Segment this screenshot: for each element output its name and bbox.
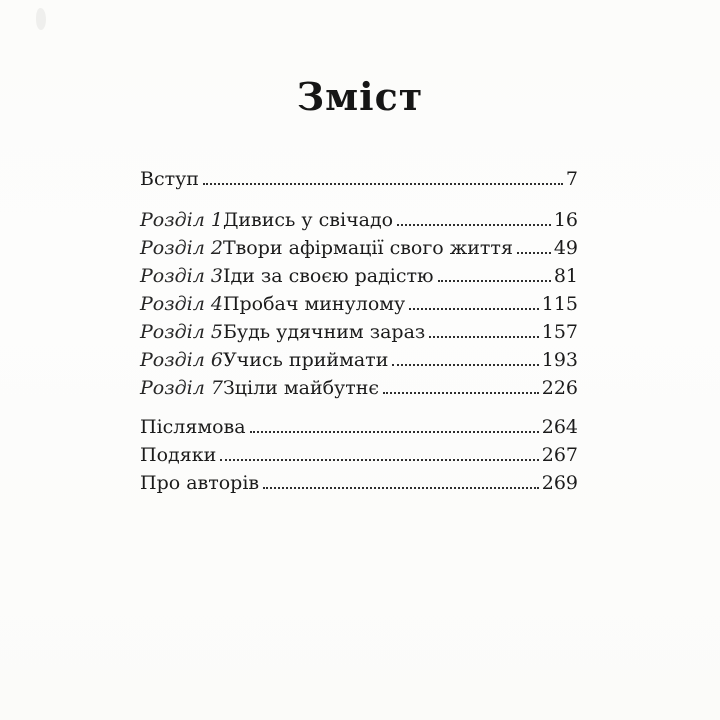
entry-label: Подяки (140, 444, 217, 466)
entry-page-number: 267 (541, 444, 578, 466)
entry-page-number: 269 (541, 472, 578, 494)
toc-entry-chapter (140, 377, 578, 400)
entry-label: Післямова (140, 416, 246, 438)
entry-page-number: 49 (553, 237, 578, 259)
entry-page-number: 16 (553, 209, 578, 231)
dot-leader (203, 183, 563, 185)
chapter-number-label: Розділ 1 (140, 209, 223, 231)
toc-entry-chapter (140, 293, 578, 316)
chapter-number-label: Розділ 3 (140, 265, 223, 287)
toc-entry-back-matter (140, 416, 578, 439)
dot-leader (250, 431, 539, 433)
chapter-number-label: Розділ 5 (140, 321, 223, 343)
entry-page-number: 7 (565, 168, 578, 190)
chapter-number-label: Розділ 6 (140, 349, 223, 371)
toc-entry-back-matter (140, 444, 578, 467)
toc-entry-chapter (140, 209, 578, 232)
chapter-title: Іди за своєю радістю (222, 265, 434, 287)
entry-page-number: 115 (541, 293, 578, 315)
toc-content (140, 168, 578, 500)
toc-entry-chapter (140, 321, 578, 344)
dot-leader (392, 364, 538, 366)
toc-entry-intro (140, 168, 578, 191)
chapter-title: Твори афірмації свого життя (222, 237, 513, 259)
entry-page-number: 193 (541, 349, 578, 371)
chapter-number-label: Розділ 4 (140, 293, 223, 315)
dot-leader (409, 308, 539, 310)
dot-leader (263, 487, 539, 489)
dot-leader (517, 252, 551, 254)
page-title: Зміст (296, 74, 424, 119)
dot-leader (397, 224, 551, 226)
entry-page-number: 226 (541, 377, 578, 399)
chapter-title: Пробач минулому (222, 293, 406, 315)
back-matter-list (140, 416, 578, 495)
entry-page-number: 157 (541, 321, 578, 343)
toc-entry-chapter (140, 349, 578, 372)
chapter-number-label: Розділ 7 (140, 377, 223, 399)
chapter-title: Будь удячним зараз (222, 321, 426, 343)
chapter-number-label: Розділ 2 (140, 237, 223, 259)
chapter-title: Учись приймати (222, 349, 389, 371)
chapter-title: Зціли майбутнє (222, 377, 380, 399)
dot-leader (220, 459, 539, 461)
dot-leader (383, 392, 539, 394)
toc-entry-chapter (140, 265, 578, 288)
dot-leader (438, 280, 551, 282)
toc-entry-back-matter (140, 472, 578, 495)
toc-entry-chapter (140, 237, 578, 260)
entry-page-number: 81 (553, 265, 578, 287)
chapter-list (140, 209, 578, 400)
scan-artifact (36, 8, 46, 30)
dot-leader (429, 336, 538, 338)
entry-label: Про авторів (140, 472, 260, 494)
entry-label: Вступ (140, 168, 199, 190)
entry-page-number: 264 (541, 416, 578, 438)
chapter-title: Дивись у свічадо (222, 209, 394, 231)
